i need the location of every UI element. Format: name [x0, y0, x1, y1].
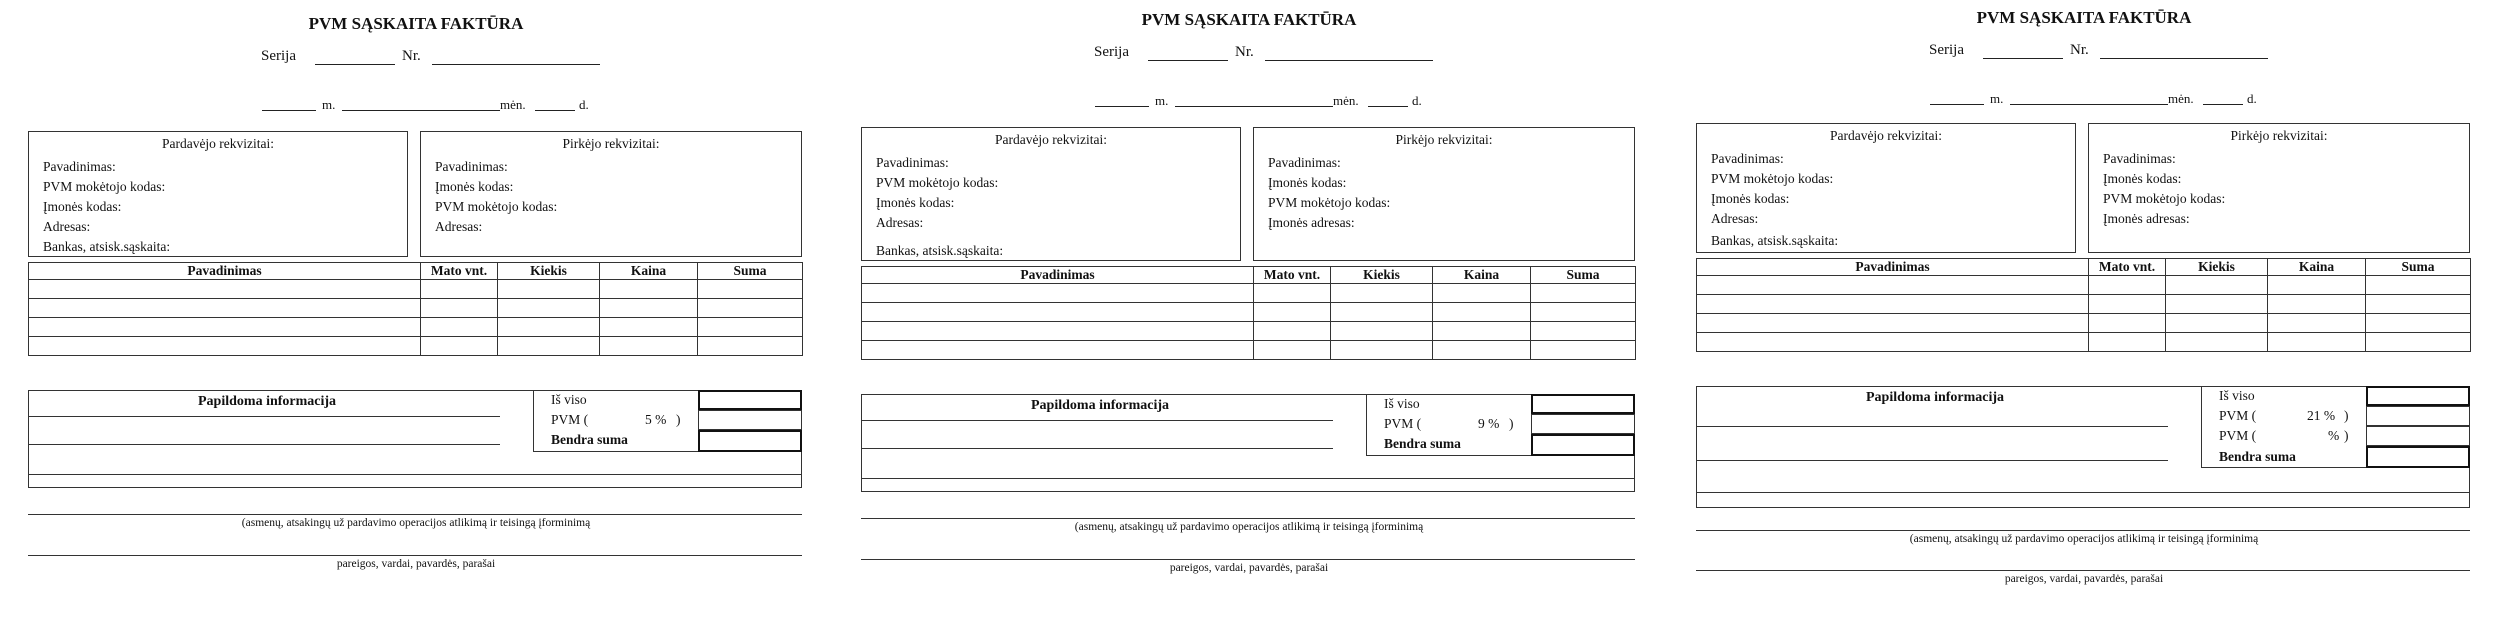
seller-row: Bankas, atsisk.sąskaita:: [876, 243, 1004, 258]
buyer-row: Adresas:: [435, 219, 483, 234]
serija-label: Serija: [1929, 42, 1964, 58]
grand-total-cell[interactable]: [2366, 446, 2470, 468]
seller-row: Bankas, atsisk.sąskaita:: [43, 239, 171, 254]
total-label: Iš viso: [2219, 388, 2255, 403]
responsible-caption: (asmenų, atsakingų už pardavimo operacijos atlikimą ir teisingą įforminimą: [1909, 533, 2259, 545]
items-table: [1696, 258, 2471, 352]
vat-label: PVM (: [2219, 428, 2257, 443]
seller-heading: Pardavėjo rekvizitai:: [994, 132, 1108, 147]
vat-rate: 9 %: [1478, 416, 1500, 431]
total-cell[interactable]: [698, 390, 802, 410]
buyer-box: [1253, 127, 1635, 261]
signature-line[interactable]: [1696, 570, 2470, 571]
year-label: m.: [1990, 91, 2004, 106]
serija-field[interactable]: [315, 64, 395, 65]
serija-label: Serija: [261, 48, 296, 64]
col-header: Suma: [698, 263, 803, 280]
grand-total-cell[interactable]: [698, 430, 802, 452]
buyer-heading: Pirkėjo rekvizitai:: [1395, 132, 1493, 147]
serija-field[interactable]: [1983, 58, 2063, 59]
buyer-heading: Pirkėjo rekvizitai:: [562, 136, 660, 151]
vat-close: ): [1509, 416, 1514, 431]
signature-caption: pareigos, vardai, pavardės, parašai: [2004, 573, 2164, 585]
grand-total-label: Bendra suma: [1384, 436, 1461, 451]
table-row[interactable]: [29, 299, 803, 318]
invoice-form-2: [861, 10, 1637, 610]
extra-info-heading: Papildoma informacija: [1866, 390, 2005, 405]
table-row[interactable]: [29, 280, 803, 299]
month-field[interactable]: [1175, 106, 1333, 107]
total-cell[interactable]: [1531, 394, 1635, 414]
buyer-row: Pavadinimas:: [2103, 151, 2176, 166]
buyer-box: [2088, 123, 2470, 253]
vat-label: PVM (: [1384, 416, 1422, 431]
col-header: Suma: [1531, 267, 1636, 284]
month-field[interactable]: [2010, 104, 2168, 105]
invoice-title: PVM SĄSKAITA FAKTŪRA: [308, 14, 524, 33]
month-label: mėn.: [1333, 93, 1359, 108]
seller-row: Adresas:: [43, 219, 91, 234]
buyer-row: Įmonės kodas:: [1268, 175, 1347, 190]
nr-field[interactable]: [2100, 58, 2268, 59]
vat-label: PVM (: [551, 412, 589, 427]
table-row[interactable]: [862, 284, 1636, 303]
year-label: m.: [322, 97, 336, 112]
year-field[interactable]: [262, 110, 316, 111]
buyer-row: PVM mokėtojo kodas:: [1268, 195, 1391, 210]
col-header: Pavadinimas: [862, 267, 1254, 284]
buyer-box: [420, 131, 802, 257]
col-header: Suma: [2366, 259, 2471, 276]
year-field[interactable]: [1930, 104, 1984, 105]
buyer-row: Įmonės adresas:: [1268, 215, 1355, 230]
signature-line[interactable]: [28, 555, 802, 556]
extra-info-line[interactable]: [861, 478, 1635, 479]
month-label: mėn.: [2168, 91, 2194, 106]
seller-row: Adresas:: [1711, 211, 1759, 226]
seller-row: PVM mokėtojo kodas:: [43, 179, 166, 194]
buyer-row: Pavadinimas:: [435, 159, 508, 174]
table-row[interactable]: [1697, 276, 2471, 295]
grand-total-cell[interactable]: [1531, 434, 1635, 456]
year-label: m.: [1155, 93, 1169, 108]
vat-cell[interactable]: [1531, 414, 1635, 434]
buyer-row: PVM mokėtojo kodas:: [435, 199, 558, 214]
table-row[interactable]: [1697, 295, 2471, 314]
signature-caption: pareigos, vardai, pavardės, parašai: [336, 558, 496, 570]
col-header: Kaina: [1433, 267, 1531, 284]
day-label: d.: [1412, 93, 1422, 108]
seller-row: Pavadinimas:: [1711, 151, 1784, 166]
invoice-form-3: [1696, 8, 2472, 608]
nr-field[interactable]: [432, 64, 600, 65]
table-row[interactable]: [862, 322, 1636, 341]
total-label: Iš viso: [1384, 396, 1420, 411]
table-row[interactable]: [862, 303, 1636, 322]
responsible-caption: (asmenų, atsakingų už pardavimo operacijos atlikimą ir teisingą įforminimą: [241, 517, 591, 529]
seller-row: PVM mokėtojo kodas:: [1711, 171, 1834, 186]
serija-field[interactable]: [1148, 60, 1228, 61]
extra-info-heading: Papildoma informacija: [1031, 398, 1170, 413]
grand-total-label: Bendra suma: [551, 432, 628, 447]
serija-label: Serija: [1094, 44, 1129, 60]
col-header: Kiekis: [498, 263, 600, 280]
vat-cell[interactable]: [2366, 406, 2470, 426]
total-cell[interactable]: [2366, 386, 2470, 406]
seller-row: Įmonės kodas:: [43, 199, 122, 214]
signature-caption: pareigos, vardai, pavardės, parašai: [1169, 562, 1329, 574]
buyer-row: PVM mokėtojo kodas:: [2103, 191, 2226, 206]
seller-box: [1696, 123, 2076, 253]
responsible-caption: (asmenų, atsakingų už pardavimo operacijos atlikimą ir teisingą įforminimą: [1074, 521, 1424, 533]
buyer-row: Įmonės adresas:: [2103, 211, 2190, 226]
extra-info-line[interactable]: [28, 474, 802, 475]
seller-row: Bankas, atsisk.sąskaita:: [1711, 233, 1839, 248]
buyer-row: Pavadinimas:: [1268, 155, 1341, 170]
seller-row: PVM mokėtojo kodas:: [876, 175, 999, 190]
invoice-title: PVM SĄSKAITA FAKTŪRA: [1141, 10, 1357, 29]
signature-line[interactable]: [861, 559, 1635, 560]
day-field[interactable]: [535, 110, 575, 111]
seller-row: Įmonės kodas:: [1711, 191, 1790, 206]
vat-cell[interactable]: [2366, 426, 2470, 446]
total-label: Iš viso: [551, 392, 587, 407]
responsible-line[interactable]: [28, 514, 802, 515]
day-label: d.: [579, 97, 589, 112]
vat-close: ): [676, 412, 681, 427]
seller-box: [28, 131, 408, 257]
col-header: Kiekis: [2166, 259, 2268, 276]
day-field[interactable]: [2203, 104, 2243, 105]
table-row[interactable]: [1697, 333, 2471, 352]
extra-info-line[interactable]: [28, 444, 500, 445]
vat-rate: 21 %: [2307, 408, 2336, 423]
col-header: Kiekis: [1331, 267, 1433, 284]
table-row[interactable]: [29, 318, 803, 337]
nr-label: Nr.: [1235, 44, 1254, 60]
extra-info-line[interactable]: [1696, 492, 2470, 493]
buyer-heading: Pirkėjo rekvizitai:: [2230, 128, 2328, 143]
vat-rate: %: [2328, 428, 2340, 443]
buyer-row: Įmonės kodas:: [2103, 171, 2182, 186]
vat-close: ): [2344, 408, 2349, 423]
responsible-line[interactable]: [1696, 530, 2470, 531]
seller-box: [861, 127, 1241, 261]
extra-info-line[interactable]: [861, 448, 1333, 449]
items-table: [861, 266, 1636, 360]
seller-row: Adresas:: [876, 215, 924, 230]
extra-info-heading: Papildoma informacija: [198, 394, 337, 409]
nr-label: Nr.: [2070, 42, 2089, 58]
extra-info-line[interactable]: [1696, 426, 2168, 427]
col-header: Mato vnt.: [2089, 259, 2166, 276]
vat-label: PVM (: [2219, 408, 2257, 423]
extra-info-line[interactable]: [861, 420, 1333, 421]
seller-heading: Pardavėjo rekvizitai:: [161, 136, 275, 151]
vat-rate: 5 %: [645, 412, 667, 427]
nr-label: Nr.: [402, 48, 421, 64]
seller-row: Įmonės kodas:: [876, 195, 955, 210]
day-label: d.: [2247, 91, 2257, 106]
extra-info-line[interactable]: [28, 416, 500, 417]
col-header: Kaina: [600, 263, 698, 280]
extra-info-line[interactable]: [1696, 460, 2168, 461]
seller-row: Pavadinimas:: [876, 155, 949, 170]
col-header: Mato vnt.: [421, 263, 498, 280]
seller-heading: Pardavėjo rekvizitai:: [1829, 128, 1943, 143]
month-label: mėn.: [500, 97, 526, 112]
buyer-row: Įmonės kodas:: [435, 179, 514, 194]
month-field[interactable]: [342, 110, 500, 111]
table-row[interactable]: [29, 337, 803, 356]
col-header: Kaina: [2268, 259, 2366, 276]
table-row[interactable]: [862, 341, 1636, 360]
vat-close: ): [2344, 428, 2349, 443]
col-header: Pavadinimas: [29, 263, 421, 280]
table-row[interactable]: [1697, 314, 2471, 333]
invoice-title: PVM SĄSKAITA FAKTŪRA: [1976, 8, 2192, 27]
grand-total-label: Bendra suma: [2219, 449, 2296, 464]
items-table: [28, 262, 803, 356]
day-field[interactable]: [1368, 106, 1408, 107]
invoice-form-1: [28, 14, 804, 614]
seller-row: Pavadinimas:: [43, 159, 116, 174]
nr-field[interactable]: [1265, 60, 1433, 61]
year-field[interactable]: [1095, 106, 1149, 107]
col-header: Mato vnt.: [1254, 267, 1331, 284]
responsible-line[interactable]: [861, 518, 1635, 519]
vat-cell[interactable]: [698, 410, 802, 430]
col-header: Pavadinimas: [1697, 259, 2089, 276]
